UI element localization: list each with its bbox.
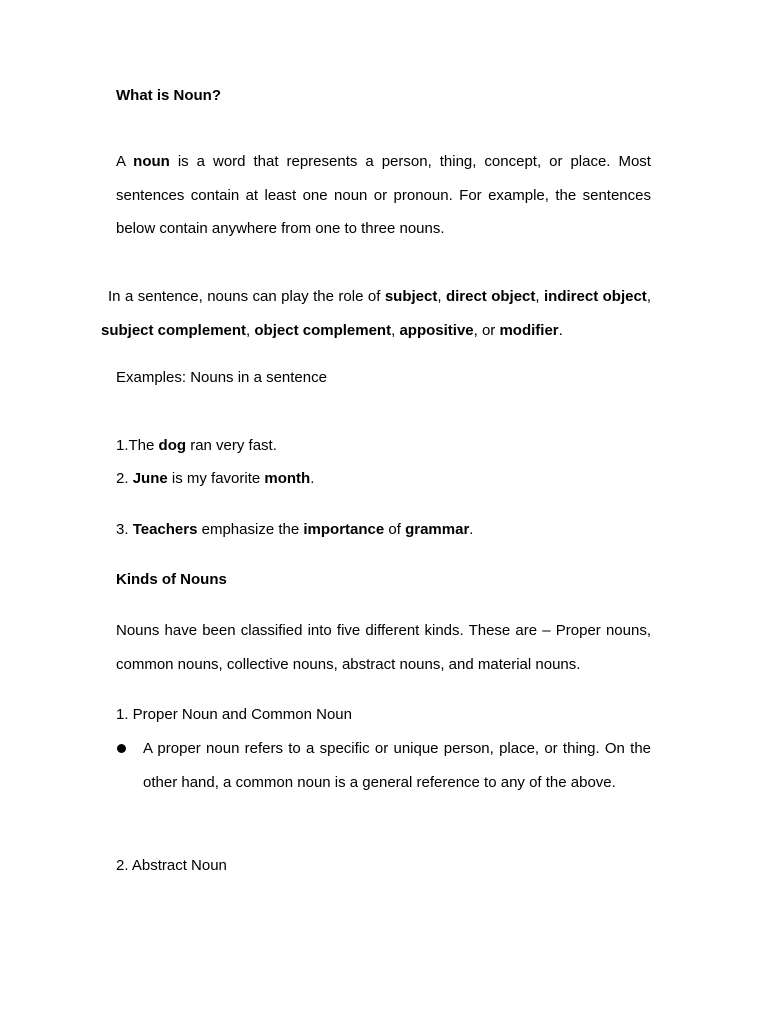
text-run: . — [558, 321, 563, 339]
text-run: , — [646, 288, 651, 305]
bold-term: Teachers — [132, 521, 198, 538]
text-run: . — [469, 521, 474, 538]
example-sentence-3 — [116, 513, 651, 547]
text-run: 2. — [116, 470, 133, 487]
bold-term: object complement — [254, 321, 392, 339]
bold-term: dog — [158, 437, 187, 454]
text-run: is my favorite — [167, 470, 265, 487]
intro-paragraph — [116, 145, 651, 246]
proper-noun-bullet-text: A proper noun refers to a specific or unique person, place, or thing. On the other hand, a common noun is a general reference to any of the above. — [143, 740, 651, 791]
bold-term: subject — [384, 288, 438, 305]
text-run: 3. — [116, 521, 133, 538]
example-sentence-1 — [116, 429, 651, 463]
bold-term: importance — [303, 521, 385, 538]
text-run: In a sentence, nouns can play the role of — [108, 288, 385, 305]
bold-term: indirect object — [544, 288, 647, 305]
text-run: ran very fast. — [186, 437, 277, 454]
text-run: . — [310, 470, 315, 487]
text-run: , — [391, 321, 400, 339]
bold-term: subject complement — [101, 321, 247, 339]
bold-term: noun — [133, 153, 170, 170]
text-run: A — [116, 153, 134, 170]
bullet-icon — [117, 744, 126, 753]
abstract-noun-heading: 2. Abstract Noun — [116, 857, 227, 874]
kinds-paragraph: Nouns have been classified into five different kinds. These are – Proper nouns, common nouns, collective nouns, abstract nouns, and material nouns. — [116, 622, 651, 673]
text-run: , — [437, 288, 446, 305]
bold-term: June — [132, 470, 168, 487]
examples-label: Examples: Nouns in a sentence — [116, 369, 327, 386]
bold-term: month — [264, 470, 311, 487]
kinds-heading: Kinds of Nouns — [116, 571, 227, 588]
bold-term: grammar — [405, 521, 470, 538]
text-run: of — [384, 521, 406, 538]
bold-term: direct object — [445, 288, 536, 305]
bold-term: appositive — [399, 321, 474, 339]
text-run: 1.The — [116, 437, 159, 454]
proper-noun-bullet-item — [116, 732, 651, 799]
text-run: , or — [473, 321, 500, 339]
roles-paragraph — [101, 280, 651, 347]
text-run: , — [535, 288, 545, 305]
proper-noun-heading: 1. Proper Noun and Common Noun — [116, 706, 352, 723]
text-run: , — [246, 321, 255, 339]
example-sentence-2 — [116, 462, 651, 496]
page-title: What is Noun? — [116, 87, 221, 104]
bold-term: modifier — [499, 321, 559, 339]
text-run: emphasize the — [197, 521, 304, 538]
text-run: is a word that represents a person, thing, concept, or place. Most sentences contain at least one noun or pronoun. For example, the sentences below contain anywhere from one to three nouns. — [116, 153, 651, 237]
